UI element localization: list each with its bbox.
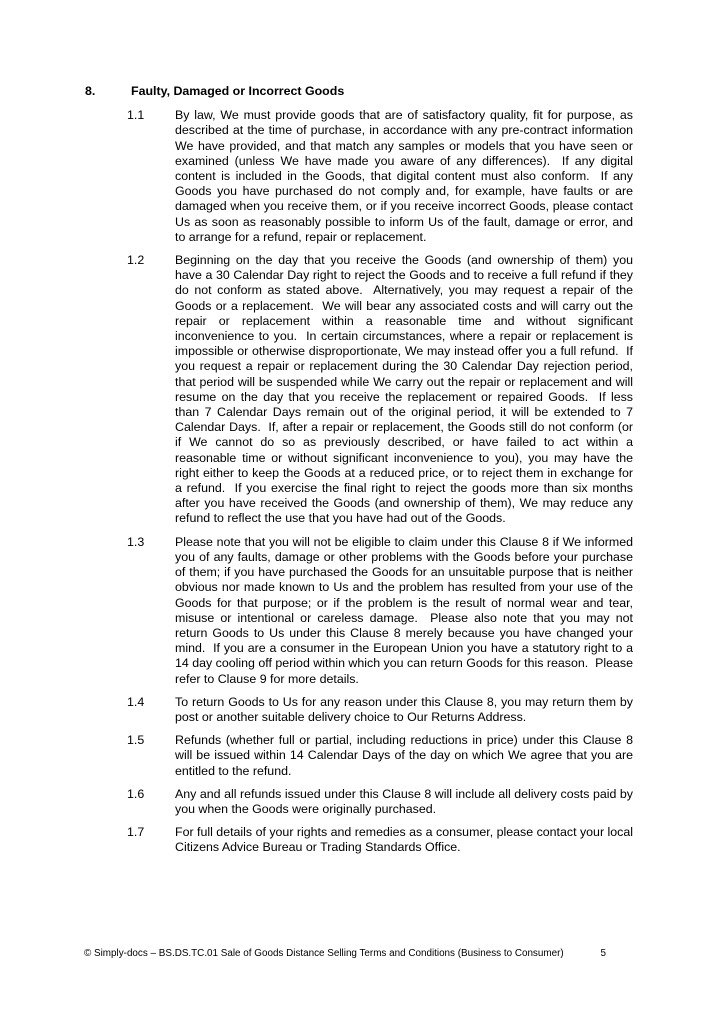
clause-1-3 [127, 534, 637, 687]
page-footer [84, 948, 633, 960]
document-content [85, 84, 637, 864]
clause-number: 1.2 [127, 253, 145, 268]
section-heading [85, 84, 633, 99]
clause-text: To return Goods to Us for any reason under this Clause 8, you may return them by post or another suitable delivery choice to Our Returns Address. [175, 694, 637, 724]
clause-1-6 [127, 786, 637, 817]
clause-1-7 [127, 825, 637, 855]
footer-page-number: 5 [600, 948, 606, 959]
clause-number: 1.7 [127, 825, 145, 840]
clause-number: 1.1 [127, 108, 145, 123]
clause-text: Any and all refunds issued under this Clause 8 will include all delivery costs paid by you when the Goods were originally purchased. [175, 786, 637, 816]
footer-copyright-text: © Simply-docs – BS.DS.TC.01 Sale of Goods Distance Selling Terms and Conditions (Business to Consumer) [84, 948, 564, 959]
clause-1-4 [127, 694, 637, 725]
clause-text: For full details of your rights and remedies as a consumer, please contact your local Citizens Advice Bureau or Trading Standards Office. [175, 825, 637, 855]
clause-1-2 [127, 253, 637, 527]
section-number: 8. [85, 84, 96, 98]
clause-number: 1.6 [127, 786, 145, 801]
clause-text: Please note that you will not be eligible to claim under this Clause 8 if We informed you of any faults, damage or other problems with the Goods before your purchase of them; if you have purchased the Goods for an unsuitable purpose that is neither obvious nor made known to Us and the problem has resulted from your use of the Goods for that purpose; or if the problem is the result of normal wear and tear, misuse or intentional or careless damage. Please also note that you may not return Goods to Us under this Clause 8 merely because you have changed your mind. If you are a consumer in the European Union you have a statutory right to a 14 day cooling off period within which you can return Goods for this reason. Please refer to Clause 9 for more details. [175, 534, 637, 686]
clause-number: 1.3 [127, 534, 145, 549]
clause-text: Refunds (whether full or partial, including reductions in price) under this Clause 8 will be issued within 14 Calendar Days of the day on which We agree that you are entitled to the refund. [175, 733, 637, 778]
section-title: Faulty, Damaged or Incorrect Goods [131, 84, 345, 98]
clause-1-1 [127, 108, 637, 245]
clause-text: By law, We must provide goods that are of satisfactory quality, fit for purpose, as described at the time of purchase, in accordance with any pre-contract information We have provided, and that match any samples or models that you have seen or examined (unless We have made you aware of any differences). If any digital content is included in the Goods, that digital content must also conform. If any Goods you have purchased do not comply and, for example, have faults or are damaged when you receive them, or if you receive incorrect Goods, please contact Us as soon as reasonably possible to inform Us of the fault, damage or error, and to arrange for a refund, repair or replacement. [175, 108, 637, 244]
clause-number: 1.5 [127, 733, 145, 748]
clause-text: Beginning on the day that you receive the Goods (and ownership of them) you have a 30 Calendar Day right to reject the Goods and to receive a full refund if they do not conform as stated above. Alternatively, you may request a repair of the Goods or a replacement. We will bear any associated costs and will carry out the repair or replacement within a reasonable time and without significant inconvenience to you. In certain circumstances, where a repair or replacement is impossible or otherwise disproportionate, We may instead offer you a full refund. If you request a repair or replacement during the 30 Calendar Day rejection period, that period will be suspended while We carry out the repair or replacement and will resume on the day that you receive the replacement or repaired Goods. If less than 7 Calendar Days remain out of the original period, it will be extended to 7 Calendar Days. If, after a repair or replacement, the Goods still do not conform (or if We cannot do so as previously described, or have failed to act within a reasonable time or without significant inconvenience to you), you may have the right either to keep the Goods at a reduced price, or to reject them in exchange for a refund. If you exercise the final right to reject the goods more than six months after you have received the Goods (and ownership of them), We may reduce any refund to reflect the use that you have had out of the Goods. [175, 253, 637, 526]
clause-number: 1.4 [127, 694, 145, 709]
clause-1-5 [127, 733, 637, 779]
